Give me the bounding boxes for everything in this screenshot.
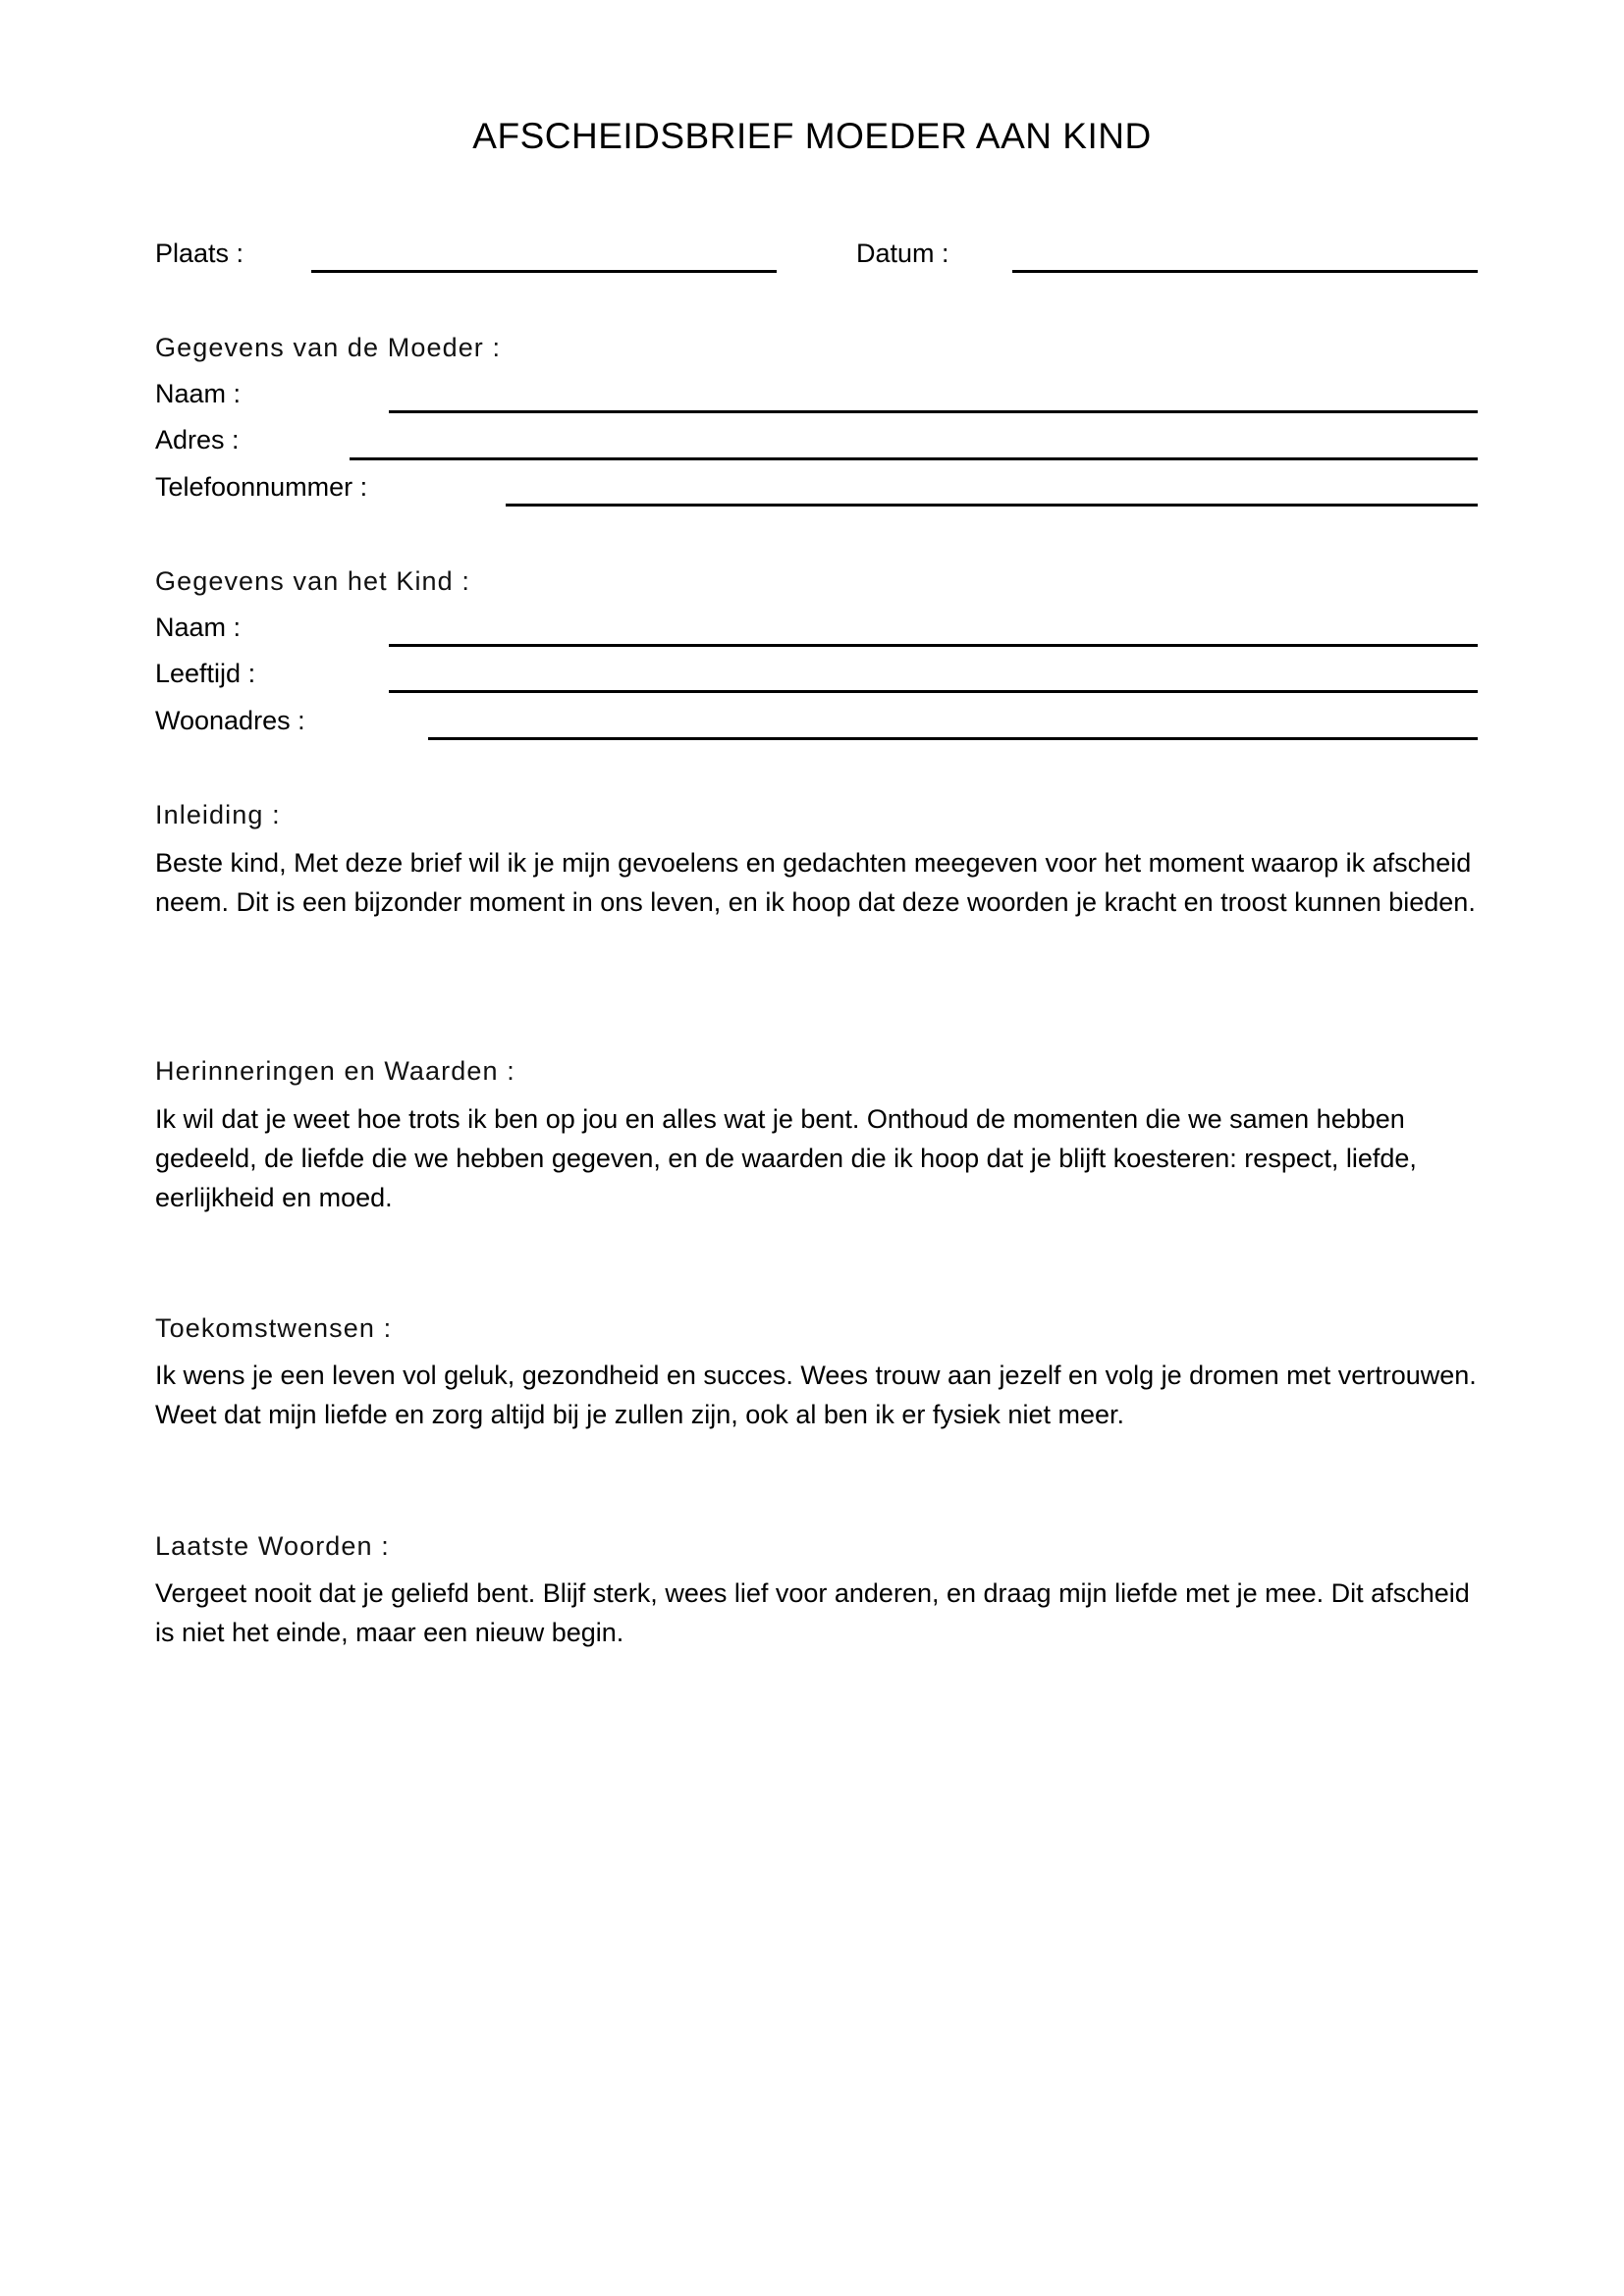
mother-name-label: Naam : bbox=[155, 379, 242, 408]
child-age-label: Leeftijd : bbox=[155, 659, 256, 688]
mother-name-field-line[interactable] bbox=[389, 410, 1478, 413]
mother-details-heading: Gegevens van de Moeder : bbox=[155, 333, 502, 362]
last-words-heading: Laatste Woorden : bbox=[155, 1531, 390, 1561]
last-words-paragraph: Vergeet nooit dat je geliefd bent. Blijf sterk, wees lief voor anderen, en draag mijn liefde met je mee. Dit afscheid is niet het einde, maar een nieuw begin. bbox=[155, 1578, 1470, 1647]
mother-address-field-line[interactable] bbox=[350, 457, 1478, 460]
intro-heading: Inleiding : bbox=[155, 800, 281, 829]
intro-paragraph: Beste kind, Met deze brief wil ik je mijn gevoelens en gedachten meegeven voor het moment waarop ik afscheid neem. Dit is een bijzonder moment in ons leven, en ik hoop dat deze woorden je kracht en troost kunnen bieden. bbox=[155, 848, 1476, 917]
child-age-field-line[interactable] bbox=[389, 690, 1478, 693]
child-residence-label: Woonadres : bbox=[155, 706, 305, 735]
child-name-label: Naam : bbox=[155, 613, 242, 642]
place-label: Plaats : bbox=[155, 239, 244, 268]
child-details-heading: Gegevens van het Kind : bbox=[155, 566, 470, 596]
document-title: AFSCHEIDSBRIEF MOEDER AAN KIND bbox=[472, 116, 1152, 156]
memories-heading: Herinneringen en Waarden : bbox=[155, 1056, 515, 1086]
mother-address-label: Adres : bbox=[155, 425, 240, 454]
child-residence-field-line[interactable] bbox=[428, 737, 1478, 740]
mother-phone-field-line[interactable] bbox=[506, 504, 1478, 507]
date-field-line[interactable] bbox=[1012, 270, 1478, 273]
child-name-field-line[interactable] bbox=[389, 644, 1478, 647]
mother-phone-label: Telefoonnummer : bbox=[155, 472, 368, 502]
wishes-heading: Toekomstwensen : bbox=[155, 1313, 393, 1343]
date-label: Datum : bbox=[856, 239, 949, 268]
wishes-paragraph: Ik wens je een leven vol geluk, gezondheid en succes. Wees trouw aan jezelf en volg je dromen met vertrouwen. Weet dat mijn liefde en zorg altijd bij je zullen zijn, ook al ben ik er fysiek niet meer. bbox=[155, 1361, 1477, 1429]
memories-paragraph: Ik wil dat je weet hoe trots ik ben op jou en alles wat je bent. Onthoud de momenten die we samen hebben gedeeld, de liefde die we hebben gegeven, en de waarden die ik hoop dat je blijft koesteren: respect, liefde, eerlijkheid en moed. bbox=[155, 1104, 1417, 1212]
place-field-line[interactable] bbox=[311, 270, 777, 273]
